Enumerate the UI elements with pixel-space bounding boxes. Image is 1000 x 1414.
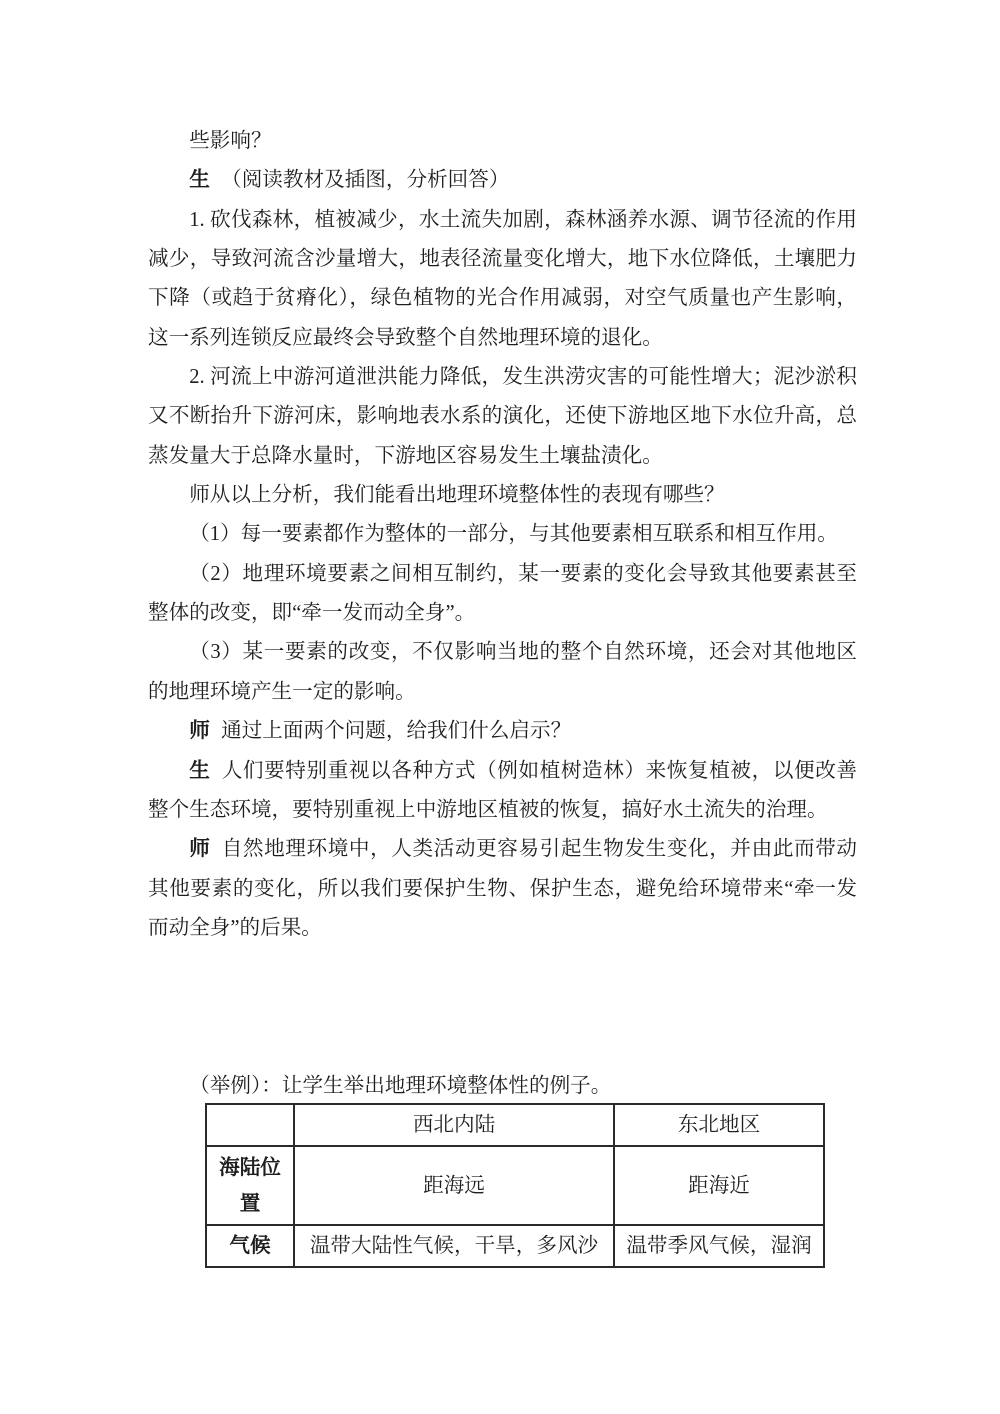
paragraph-point-3 [148, 633, 857, 712]
example-caption: （举例）：让学生举出地理环境整体性的例子。 [189, 1075, 612, 1097]
paragraph-text: （2）地理环境要素之间相互制约，某一要素的变化会导致其他要素甚至整体的改变，即“牵一发而动全身”。 [148, 562, 857, 625]
body-text [148, 122, 857, 948]
paragraph-text: 师从以上分析，我们能看出地理环境整体性的表现有哪些？ [189, 484, 725, 507]
table-row-climate [206, 1225, 824, 1267]
paragraph-point-1 [148, 515, 857, 554]
speaker-label-teacher: 师 [189, 838, 211, 861]
paragraph-text: 2. 河流上中游河道泄洪能力降低，发生洪涝灾害的可能性增大；泥沙淤积又不断抬升下游河床，影响地表水系的演化，还使下游地区地下水位升高，总蒸发量大于总降水量时，下游地区容易发生土壤盐渍化。 [148, 366, 857, 467]
paragraph-student-note [148, 161, 857, 200]
row-label-climate: 气候 [206, 1225, 294, 1267]
paragraph-text: 通过上面两个问题，给我们什么启示？ [221, 720, 572, 743]
row-label-land-sea-position: 海陆位置 [206, 1146, 294, 1225]
paragraph-text: 1. 砍伐森林，植被减少，水土流失加剧，森林涵养水源、调节径流的作用减少，导致河流含沙量增大，地表径流量变化增大，地下水位降低，土壤肥力下降（或趋于贫瘠化），绿色植物的光合作用减弱，对空气质量也产生影响，这一系列连锁反应最终会导致整个自然地理环境的退化。 [148, 208, 857, 349]
header-cell-northeast-region: 东北地区 [614, 1104, 824, 1146]
paragraph-text: 自然地理环境中，人类活动更容易引起生物发生变化，并由此而带动其他要素的变化，所以我们要保护生物、保护生态，避免给环境带来“牵一发而动全身”的后果。 [148, 838, 858, 939]
paragraph-answer-2 [148, 358, 857, 476]
paragraph-text: （1）每一要素都作为整体的一部分，与其他要素相互联系和相互作用。 [189, 523, 838, 546]
paragraph-text: 些影响？ [189, 130, 272, 152]
header-cell-empty [206, 1104, 294, 1146]
paragraph-answer-1 [148, 201, 857, 358]
table-cell: 距海远 [294, 1146, 614, 1225]
paragraph-text: （3）某一要素的改变，不仅影响当地的整个自然环境，还会对其他地区的地理环境产生一定的影响。 [148, 641, 857, 703]
table-row-land-sea-position [206, 1146, 824, 1225]
paragraph-continuation [148, 122, 857, 161]
table-cell: 距海近 [614, 1146, 824, 1225]
paragraph-teacher-prompt [148, 712, 857, 751]
paragraph-text: 人们要特别重视以各种方式（例如植树造林）来恢复植被，以便改善整个生态环境，要特别重视上中游地区植被的恢复，搞好水土流失的治理。 [148, 759, 858, 821]
header-cell-northwest-inland: 西北内陆 [294, 1104, 614, 1146]
table-header-row [206, 1104, 824, 1146]
paragraph-text: （阅读教材及插图，分析回答） [221, 169, 510, 192]
paragraph-point-2 [148, 555, 857, 634]
table-cell: 温带大陆性气候，干旱，多风沙 [294, 1225, 614, 1267]
speaker-label-teacher: 师 [189, 720, 210, 743]
speaker-label-student: 生 [189, 759, 211, 782]
comparison-table [205, 1103, 825, 1268]
paragraph-teacher-question [148, 476, 857, 515]
paragraph-student-answer [148, 752, 857, 831]
speaker-label-student: 生 [189, 169, 210, 192]
paragraph-teacher-summary [148, 830, 857, 948]
table-cell: 温带季风气候，湿润 [614, 1225, 824, 1267]
